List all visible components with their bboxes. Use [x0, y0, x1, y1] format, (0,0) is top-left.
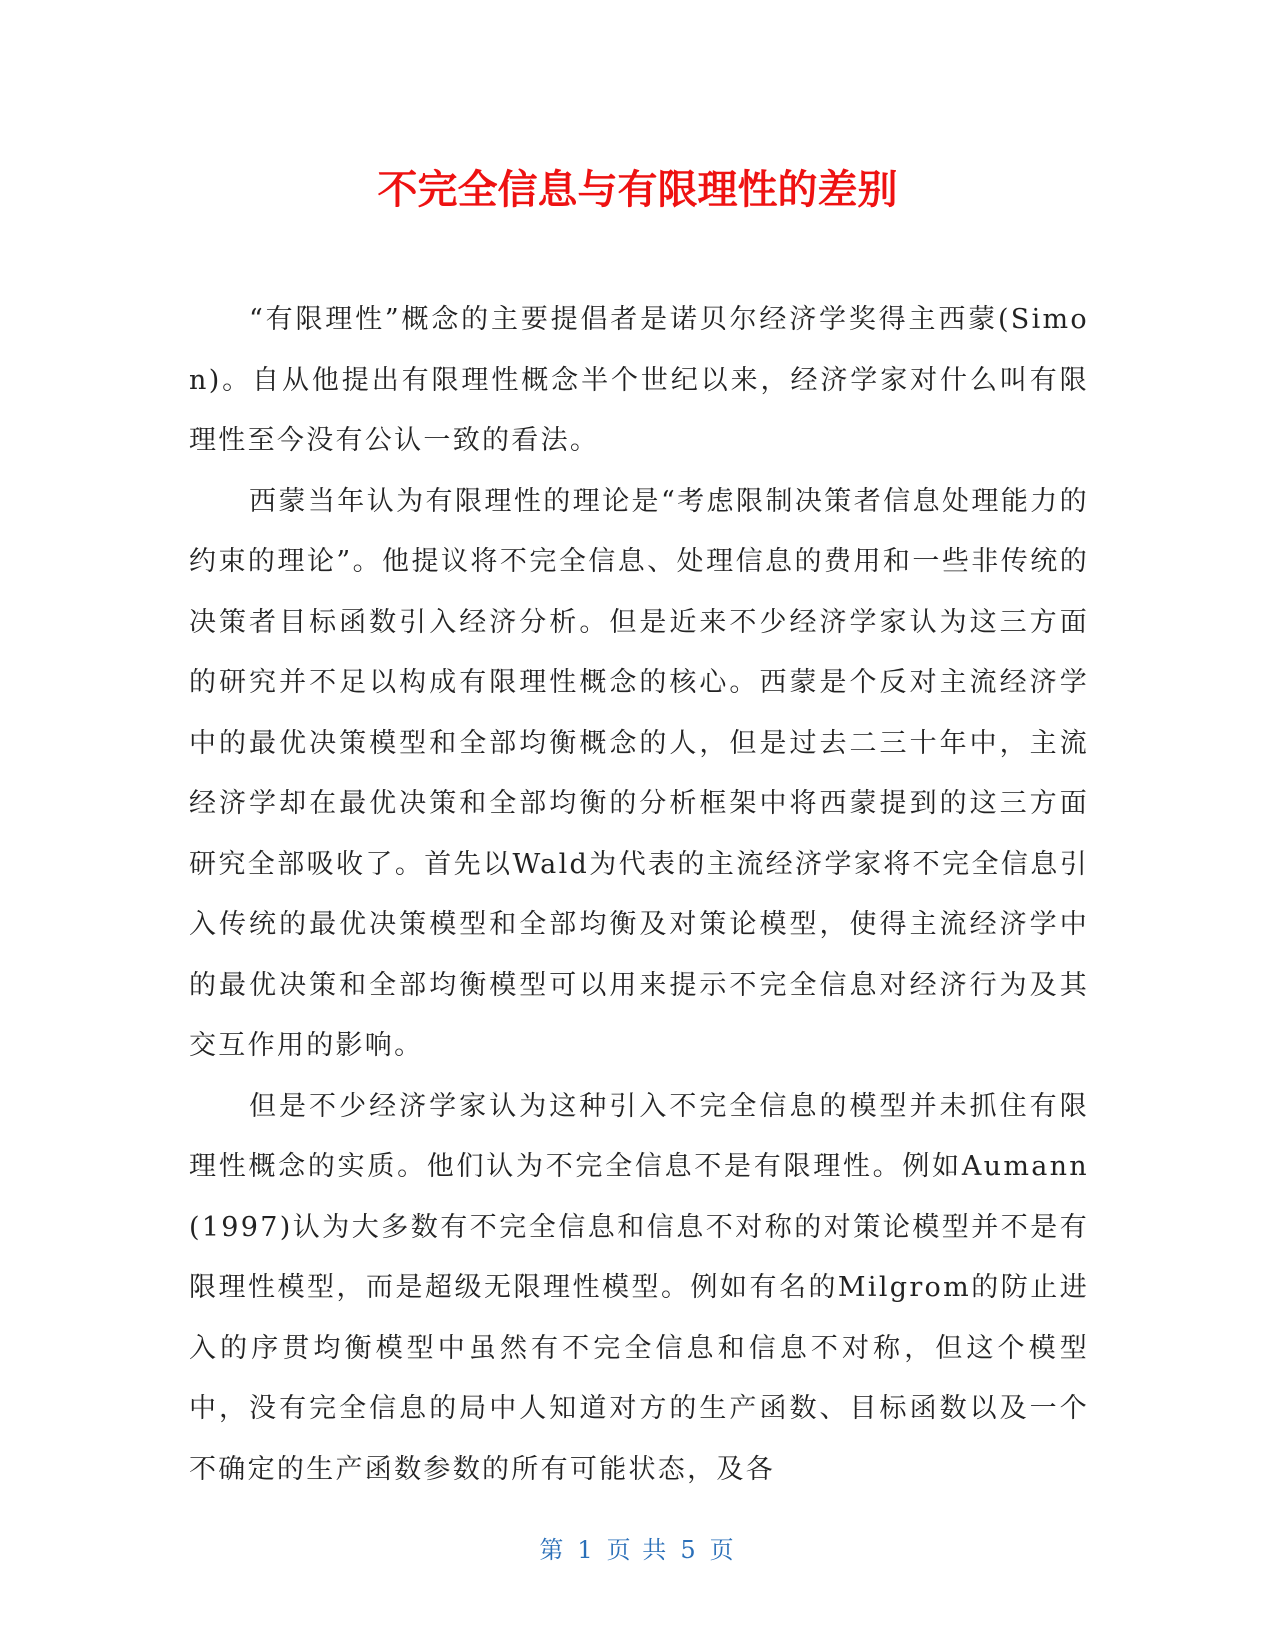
paragraph-2: 西蒙当年认为有限理性的理论是“考虑限制决策者信息处理能力的约束的理论”。他提议将不完全信息、处理信息的费用和一些非传统的决策者目标函数引入经济分析。但是近来不少经济学家认为这三方面的研究并不足以构成有限理性概念的核心。西蒙是个反对主流经济学中的最优决策模型和全部均衡概念的人，但是过去二三十年中，主流经济学却在最优决策和全部均衡的分析框架中将西蒙提到的这三方面研究全部吸收了。首先以Wald为代表的主流经济学家将不完全信息引入传统的最优决策模型和全部均衡及对策论模型，使得主流经济学中的最优决策和全部均衡模型可以用来提示不完全信息对经济行为及其交互作用的影响。 — [189, 485, 1089, 1061]
document-body — [189, 290, 1089, 1500]
document-title: 不完全信息与有限理性的差别 — [377, 167, 898, 213]
footer-page-number: 1 — [577, 1536, 595, 1564]
footer-total-pages: 5 — [680, 1536, 698, 1564]
paragraph-1: “有限理性”概念的主要提倡者是诺贝尔经济学奖得主西蒙(Simon)。自从他提出有限理性概念半个世纪以来，经济学家对什么叫有限理性至今没有公认一致的看法。 — [189, 304, 1089, 456]
page-footer — [0, 1535, 1275, 1565]
footer-prefix: 第 — [539, 1536, 566, 1564]
footer-middle: 页 共 — [606, 1536, 669, 1564]
paragraph-3: 但是不少经济学家认为这种引入不完全信息的模型并未抓住有限理性概念的实质。他们认为不完全信息不是有限理性。例如Aumann(1997)认为大多数有不完全信息和信息不对称的对策论模型并不是有限理性模型，而是超级无限理性模型。例如有名的Milgrom的防止进入的序贯均衡模型中虽然有不完全信息和信息不对称，但这个模型中，没有完全信息的局中人知道对方的生产函数、目标函数以及一个不确定的生产函数参数的所有可能状态，及各 — [189, 1090, 1089, 1485]
footer-suffix: 页 — [709, 1536, 736, 1564]
